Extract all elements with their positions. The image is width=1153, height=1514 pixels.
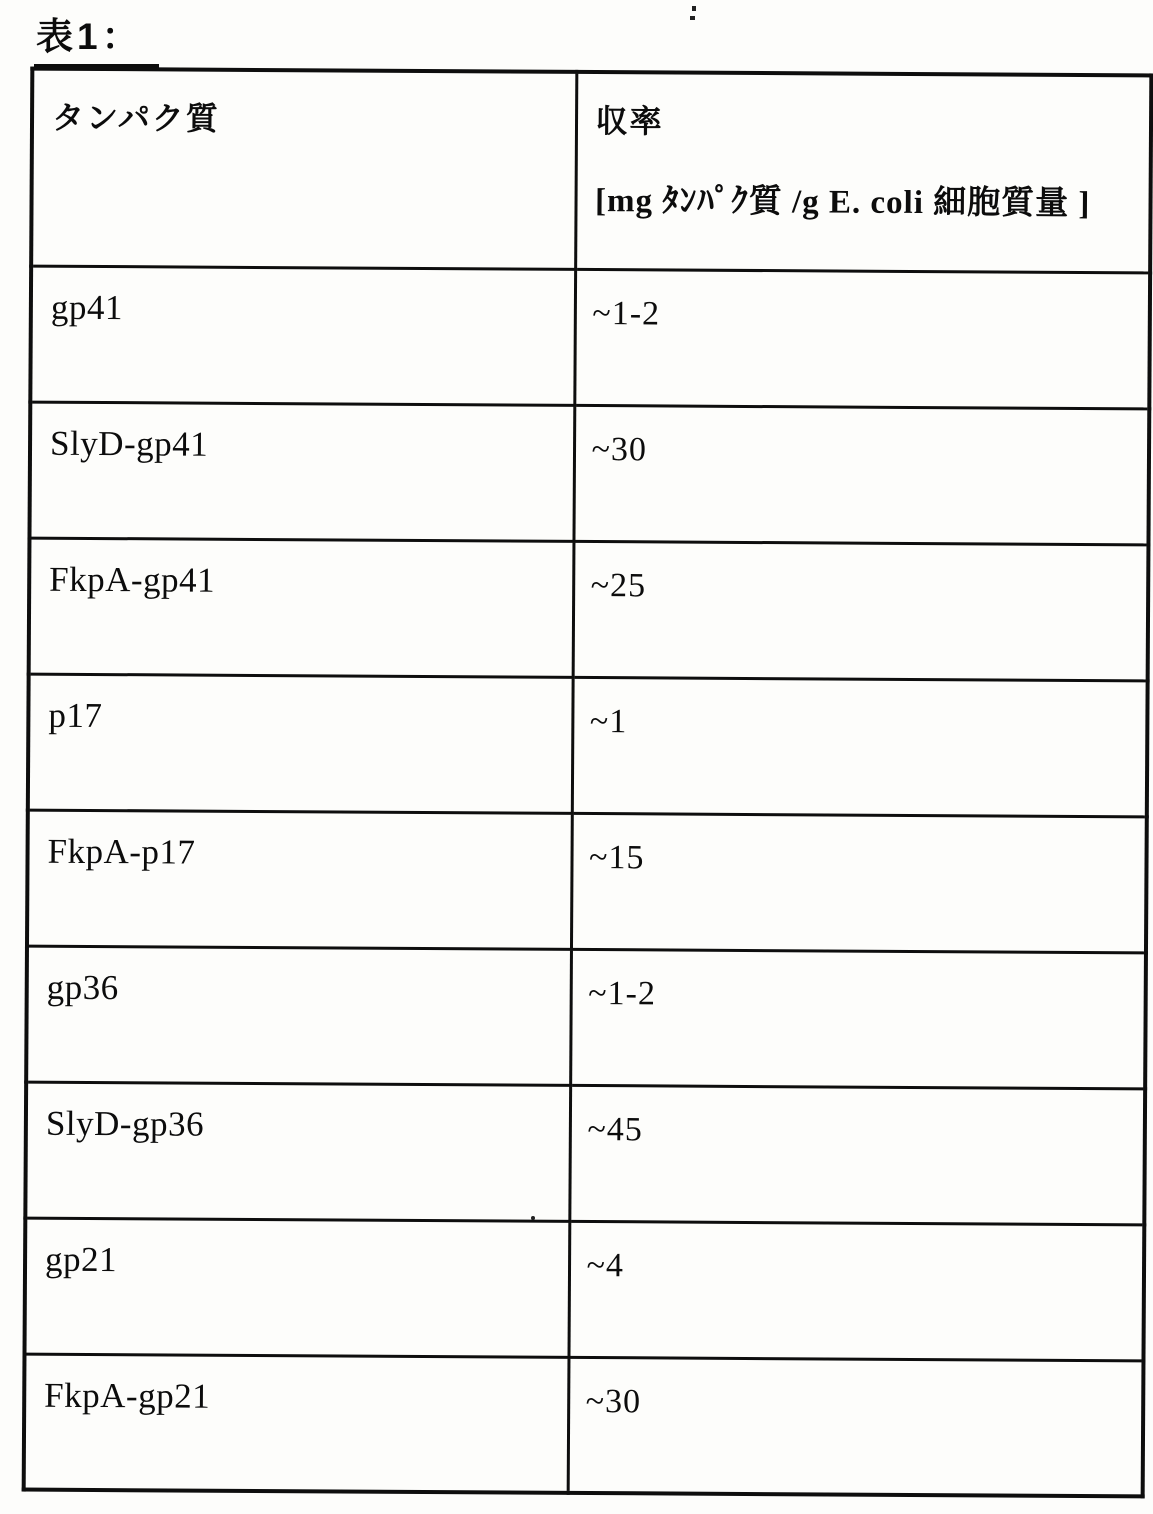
- protein-cell: SlyD-gp36: [25, 1082, 570, 1221]
- protein-yield-table: [22, 67, 1153, 1499]
- table-caption: [34, 6, 159, 69]
- yield-cell: ~15: [571, 813, 1147, 953]
- column-header-protein: [31, 69, 576, 269]
- table-row: [30, 266, 1150, 409]
- table-row: [29, 538, 1149, 681]
- protein-cell: FkpA-p17: [27, 810, 572, 949]
- yield-cell: ~25: [573, 541, 1149, 681]
- table-caption-text: 表1：: [36, 16, 143, 57]
- yield-cell: ~1-2: [570, 949, 1146, 1089]
- table-row: [25, 1218, 1145, 1361]
- protein-cell: p17: [28, 674, 573, 813]
- table-row: [28, 674, 1148, 817]
- protein-cell: FkpA-gp41: [29, 538, 574, 677]
- protein-cell: SlyD-gp41: [29, 402, 574, 541]
- protein-cell: gp36: [26, 946, 571, 1085]
- yield-cell: ~45: [569, 1085, 1145, 1225]
- table-header-row: [31, 69, 1151, 273]
- yield-cell: ~1-2: [574, 269, 1150, 409]
- scan-artifact-dot: [690, 16, 695, 20]
- column-header-yield-units: [mg ﾀﾝﾊﾟｸ質 /g E. coli 細胞質量 ]: [594, 183, 1091, 223]
- table-row: [27, 810, 1147, 953]
- column-header-yield-label: 収率: [595, 103, 664, 140]
- yield-cell: ~30: [568, 1357, 1144, 1497]
- scan-artifact-dot: [692, 6, 696, 11]
- yield-cell: ~30: [573, 405, 1149, 545]
- protein-cell: gp21: [25, 1218, 570, 1357]
- table-row: [29, 402, 1149, 545]
- column-header-protein-label: タンパク質: [51, 99, 220, 137]
- table-row: [26, 946, 1146, 1089]
- table-row: [24, 1354, 1144, 1497]
- yield-cell: ~4: [568, 1221, 1144, 1361]
- column-header-yield: [575, 72, 1151, 273]
- yield-cell: ~1: [572, 677, 1148, 817]
- table-row: [25, 1082, 1145, 1225]
- protein-cell: FkpA-gp21: [24, 1354, 569, 1493]
- protein-cell: gp41: [30, 266, 575, 405]
